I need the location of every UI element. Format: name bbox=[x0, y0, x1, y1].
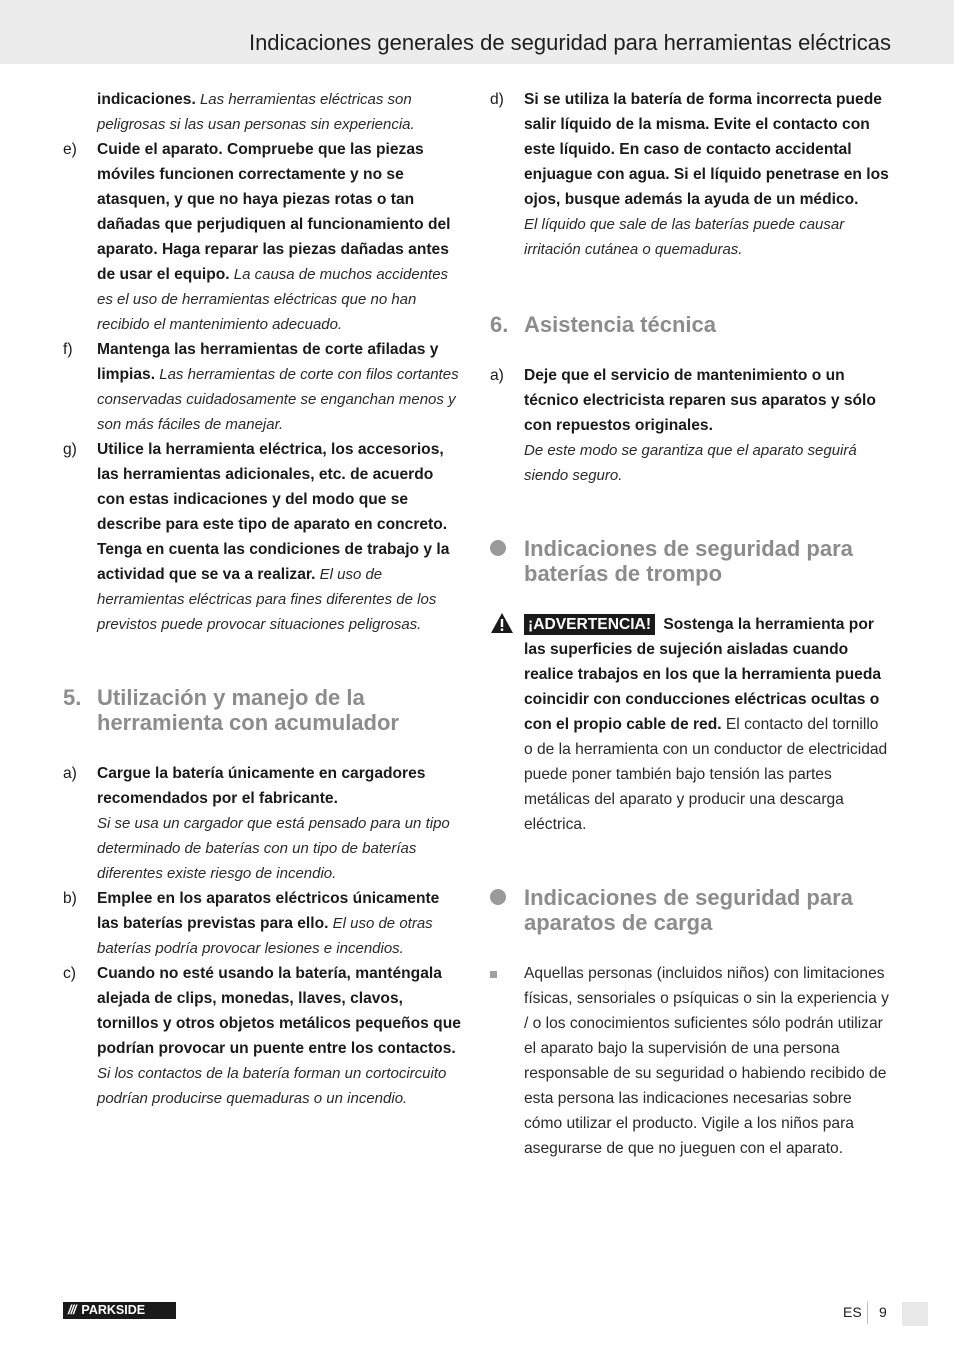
list-item-5b bbox=[63, 886, 464, 961]
italic-text: La causa de muchos accidentes es el uso de herramientas eléctricas que no han recibido el mantenimiento adecuado. bbox=[97, 266, 449, 333]
parkside-logo bbox=[63, 1302, 176, 1319]
item-label: f) bbox=[63, 341, 73, 358]
bullet-item bbox=[490, 961, 890, 1161]
bold-text: Cuando no esté usando la batería, manténgala alejada de clips, monedas, llaves, clavos, tornillos y otros objetos metálicos pequeños que podrían provocar un puente entre los contactos. bbox=[97, 965, 461, 1057]
page-number: 9 bbox=[879, 1304, 887, 1320]
logo-text: PARKSIDE bbox=[81, 1303, 146, 1317]
footer-divider bbox=[867, 1302, 868, 1324]
section-title: Indicaciones de seguridad para baterías de trompo bbox=[524, 536, 853, 586]
item-label: g) bbox=[63, 441, 77, 458]
section-title: Indicaciones de seguridad para aparatos de carga bbox=[524, 885, 853, 935]
section-number: 5. bbox=[63, 685, 82, 710]
page-title: Indicaciones generales de seguridad para herramientas eléctricas bbox=[248, 30, 891, 55]
list-item-d bbox=[490, 87, 890, 262]
item-label: e) bbox=[63, 141, 77, 158]
list-item-g bbox=[63, 437, 464, 637]
italic-text: El uso de herramientas eléctricas para fines diferentes de los previstos puede provocar situaciones peligrosas. bbox=[97, 566, 437, 633]
section-title: Asistencia técnica bbox=[524, 312, 716, 337]
right-column bbox=[490, 87, 890, 1161]
list-item-e bbox=[63, 137, 464, 337]
italic-text: Si los contactos de la batería forman un cortocircuito podrían producirse quemaduras o un incendio. bbox=[97, 1065, 447, 1107]
section-number: 6. bbox=[490, 312, 509, 337]
italic-text: Si se usa un cargador que está pensado para un tipo determinado de baterías con un tipo de baterías diferentes existe riesgo de incendio. bbox=[97, 815, 450, 882]
bold-text: Utilice la herramienta eléctrica, los accesorios, las herramientas adicionales, etc. de acuerdo con estas indicaciones y del modo que se describe para este tipo de aparato en concreto. Tenga en cuenta las condiciones de trabajo y la actividad que se va a realizar. bbox=[97, 441, 450, 583]
item-label: c) bbox=[63, 965, 76, 982]
section-heading-6 bbox=[490, 312, 890, 337]
warning-triangle-icon bbox=[490, 612, 514, 634]
item-label: a) bbox=[490, 367, 504, 384]
warning-block bbox=[490, 612, 890, 837]
list-item-f bbox=[63, 337, 464, 437]
italic-text: De este modo se garantiza que el aparato seguirá siendo seguro. bbox=[524, 442, 857, 484]
normal-text: El contacto del tornillo o de la herramienta con un conductor de electricidad puede poner también bajo tensión las partes metálicas del aparato y producir una descarga eléctrica. bbox=[524, 716, 888, 833]
section-heading-trompo bbox=[490, 536, 890, 586]
left-column bbox=[63, 87, 464, 1111]
item-label: d) bbox=[490, 91, 504, 108]
bold-text: indicaciones. bbox=[97, 91, 196, 108]
list-item-5a bbox=[63, 761, 464, 886]
square-bullet-icon bbox=[490, 971, 497, 978]
page-header bbox=[0, 0, 954, 64]
list-item-6a bbox=[490, 363, 890, 488]
warning-label: ¡ADVERTENCIA! bbox=[524, 614, 655, 635]
italic-text: Las herramientas eléctricas son peligrosas si las usan personas sin experiencia. bbox=[97, 91, 415, 133]
item-label: a) bbox=[63, 765, 77, 782]
bold-text: Mantenga las herramientas de corte afiladas y limpias. bbox=[97, 341, 439, 383]
page-footer bbox=[0, 1296, 954, 1336]
item-label: b) bbox=[63, 890, 77, 907]
bullet-text: Aquellas personas (incluidos niños) con limitaciones físicas, sensoriales o psíquicas o sin la experiencia y / o los conocimientos suficientes sólo podrán utilizar el aparato bajo la supervisión de una persona responsable de su seguridad o habiendo recibido de esta persona las indicaciones necesarias sobre cómo utilizar el producto. Vigile a los niños para asegurarse de que no jueguen con el aparato. bbox=[524, 965, 889, 1157]
italic-text: Las herramientas de corte con filos cortantes conservadas cuidadosamente se enganchan menos y son más fáciles de manejar. bbox=[97, 366, 459, 433]
italic-text: El líquido que sale de las baterías puede causar irritación cutánea o quemaduras. bbox=[524, 216, 845, 258]
bold-text: Cuide el aparato. Compruebe que las piezas móviles funcionen correctamente y no se atasquen, y que no haya piezas rotas o tan dañadas que perjudiquen al funcionamiento del aparato. Haga reparar las piezas dañadas antes de usar el equipo. bbox=[97, 141, 451, 283]
bullet-dot-icon bbox=[490, 889, 506, 905]
bold-text: Sostenga la herramienta por las superficies de sujeción aisladas cuando realice trabajos en los que la herramienta pueda coincidir con conducciones eléctricas ocultas o con el propio cable de red. bbox=[524, 616, 882, 733]
logo-slashes: /// bbox=[68, 1303, 76, 1317]
page-tab-marker bbox=[902, 1302, 928, 1326]
bold-text: Emplee en los aparatos eléctricos únicamente las baterías previstas para ello. bbox=[97, 890, 440, 932]
list-item-5c bbox=[63, 961, 464, 1111]
bold-text: Cargue la batería únicamente en cargadores recomendados por el fabricante. bbox=[97, 765, 426, 807]
italic-text: El uso de otras baterías podría provocar lesiones e incendios. bbox=[97, 915, 433, 957]
language-code: ES bbox=[843, 1304, 862, 1320]
bold-text: Deje que el servicio de mantenimiento o un técnico electricista reparen sus aparatos y sólo con repuestos originales. bbox=[524, 367, 876, 434]
section-title: Utilización y manejo de la herramienta con acumulador bbox=[97, 685, 399, 735]
continued-paragraph bbox=[63, 87, 464, 137]
section-heading-carga bbox=[490, 885, 890, 935]
bullet-dot-icon bbox=[490, 540, 506, 556]
section-heading-5 bbox=[63, 685, 464, 735]
bold-text: Si se utiliza la batería de forma incorrecta puede salir líquido de la misma. Evite el contacto con este líquido. En caso de contacto accidental enjuague con agua. Si el líquido penetrase en los ojos, busque además la ayuda de un médico. bbox=[524, 91, 889, 208]
